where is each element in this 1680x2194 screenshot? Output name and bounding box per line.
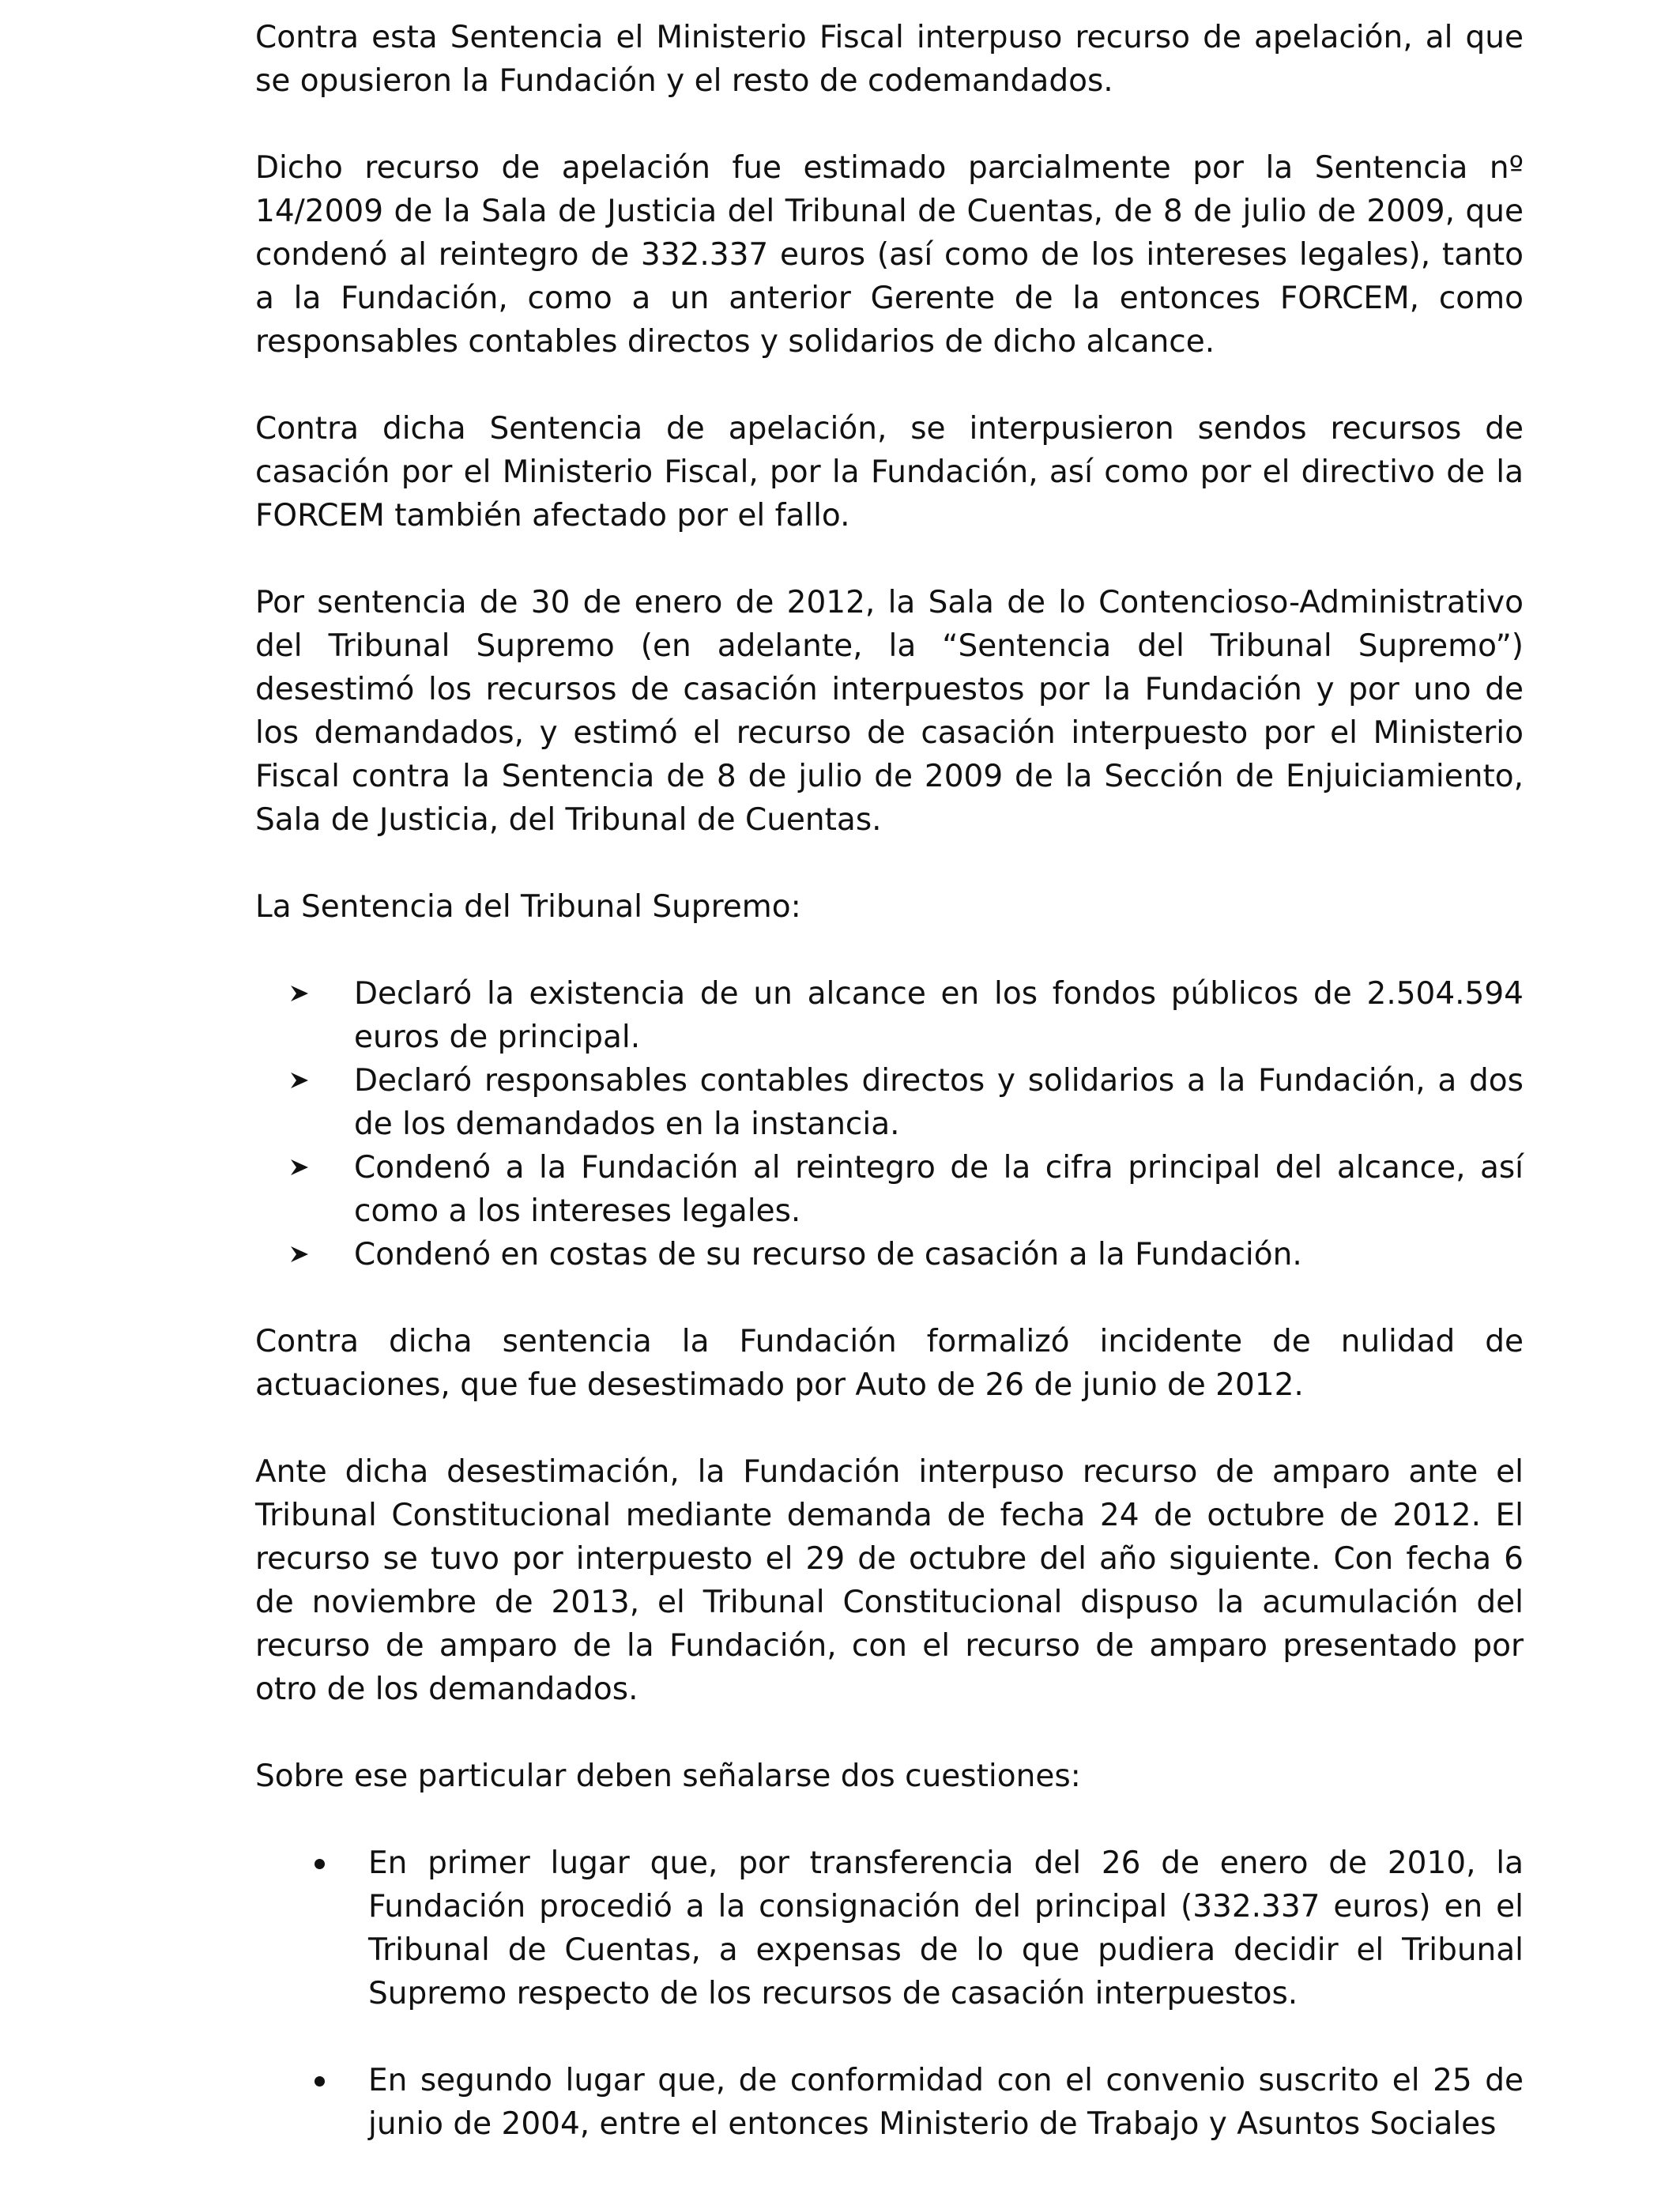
arrowhead-bullet-icon [290, 1246, 309, 1263]
document-body [255, 16, 1524, 2189]
paragraph-recursos-casacion: Contra dicha Sentencia de apelación, se interpusieron sendos recursos de casación por el Ministerio Fiscal, por la Fundación, así como por el directivo de la FORCEM también afectado por el fallo. [255, 411, 1524, 533]
paragraph-nulidad-actuaciones: Contra dicha sentencia la Fundación formalizó incidente de nulidad de actuaciones, que fue desestimado por Auto de 26 de junio de 2012. [255, 1324, 1524, 1403]
arrow-list-item [255, 972, 1524, 1059]
arrowhead-bullet-icon [290, 985, 309, 1002]
dot-list-item-text: En primer lugar que, por transferencia del 26 de enero de 2010, la Fundación procedió a la consignación del principal (332.337 euros) en el Tribunal de Cuentas, a expensas de lo que pudiera decidir el Tribunal Supremo respecto de los recursos de casación interpuestos. [368, 1845, 1524, 2011]
arrow-list-item-text: Declaró la existencia de un alcance en los fondos públicos de 2.504.594 euros de principal. [354, 976, 1524, 1055]
dot-bullet-list [255, 1842, 1524, 2146]
arrow-bullet-list [255, 972, 1524, 1276]
paragraph-sentencia-supremo-intro: La Sentencia del Tribunal Supremo: [255, 889, 801, 925]
dot-list-item [255, 1842, 1524, 2015]
paragraph-apelacion: Contra esta Sentencia el Ministerio Fiscal interpuso recurso de apelación, al que se opusieron la Fundación y el resto de codemandados. [255, 20, 1524, 99]
paragraph-sentencia-14-2009: Dicho recurso de apelación fue estimado parcialmente por la Sentencia nº 14/2009 de la Sala de Justicia del Tribunal de Cuentas, de 8 de julio de 2009, que condenó al reintegro de 332.337 euros (así como de los intereses legales), tanto a la Fundación, como a un anterior Gerente de la entonces FORCEM, como responsables contables directos y solidarios de dicho alcance. [255, 150, 1524, 360]
arrow-list-item-text: Declaró responsables contables directos y solidarios a la Fundación, a dos de los demandados en la instancia. [354, 1063, 1524, 1142]
paragraph-recurso-amparo: Ante dicha desestimación, la Fundación interpuso recurso de amparo ante el Tribunal Constitucional mediante demanda de fecha 24 de octubre de 2012. El recurso se tuvo por interpuesto el 29 de octubre del año siguiente. Con fecha 6 de noviembre de 2013, el Tribunal Constitucional dispuso la acumulación del recurso de amparo de la Fundación, con el recurso de amparo presentado por otro de los demandados. [255, 1454, 1524, 1707]
round-bullet-icon [315, 2076, 325, 2087]
arrowhead-bullet-icon [290, 1072, 309, 1089]
paragraph-sentencia-supremo: Por sentencia de 30 de enero de 2012, la Sala de lo Contencioso-Administrativo del Tribunal Supremo (en adelante, la “Sentencia del Tribunal Supremo”) desestimó los recursos de casación interpuestos por la Fundación y por uno de los demandados, y estimó el recurso de casación interpuesto por el Ministerio Fiscal contra la Sentencia de 8 de julio de 2009 de la Sección de Enjuiciamiento, Sala de Justicia, del Tribunal de Cuentas. [255, 585, 1524, 838]
arrow-list-item-text: Condenó a la Fundación al reintegro de la cifra principal del alcance, así como a los intereses legales. [354, 1150, 1524, 1229]
arrow-list-item [255, 1059, 1524, 1146]
arrow-list-item-text: Condenó en costas de su recurso de casación a la Fundación. [354, 1237, 1302, 1272]
paragraph-dos-cuestiones: Sobre ese particular deben señalarse dos cuestiones: [255, 1759, 1081, 1794]
dot-list-item [255, 2059, 1524, 2146]
dot-list-item-text: En segundo lugar que, de conformidad con el convenio suscrito el 25 de junio de 2004, entre el entonces Ministerio de Trabajo y Asuntos Sociales [368, 2063, 1524, 2142]
arrowhead-bullet-icon [290, 1159, 309, 1176]
round-bullet-icon [315, 1859, 325, 1869]
arrow-list-item [255, 1233, 1524, 1276]
arrow-list-item [255, 1146, 1524, 1233]
